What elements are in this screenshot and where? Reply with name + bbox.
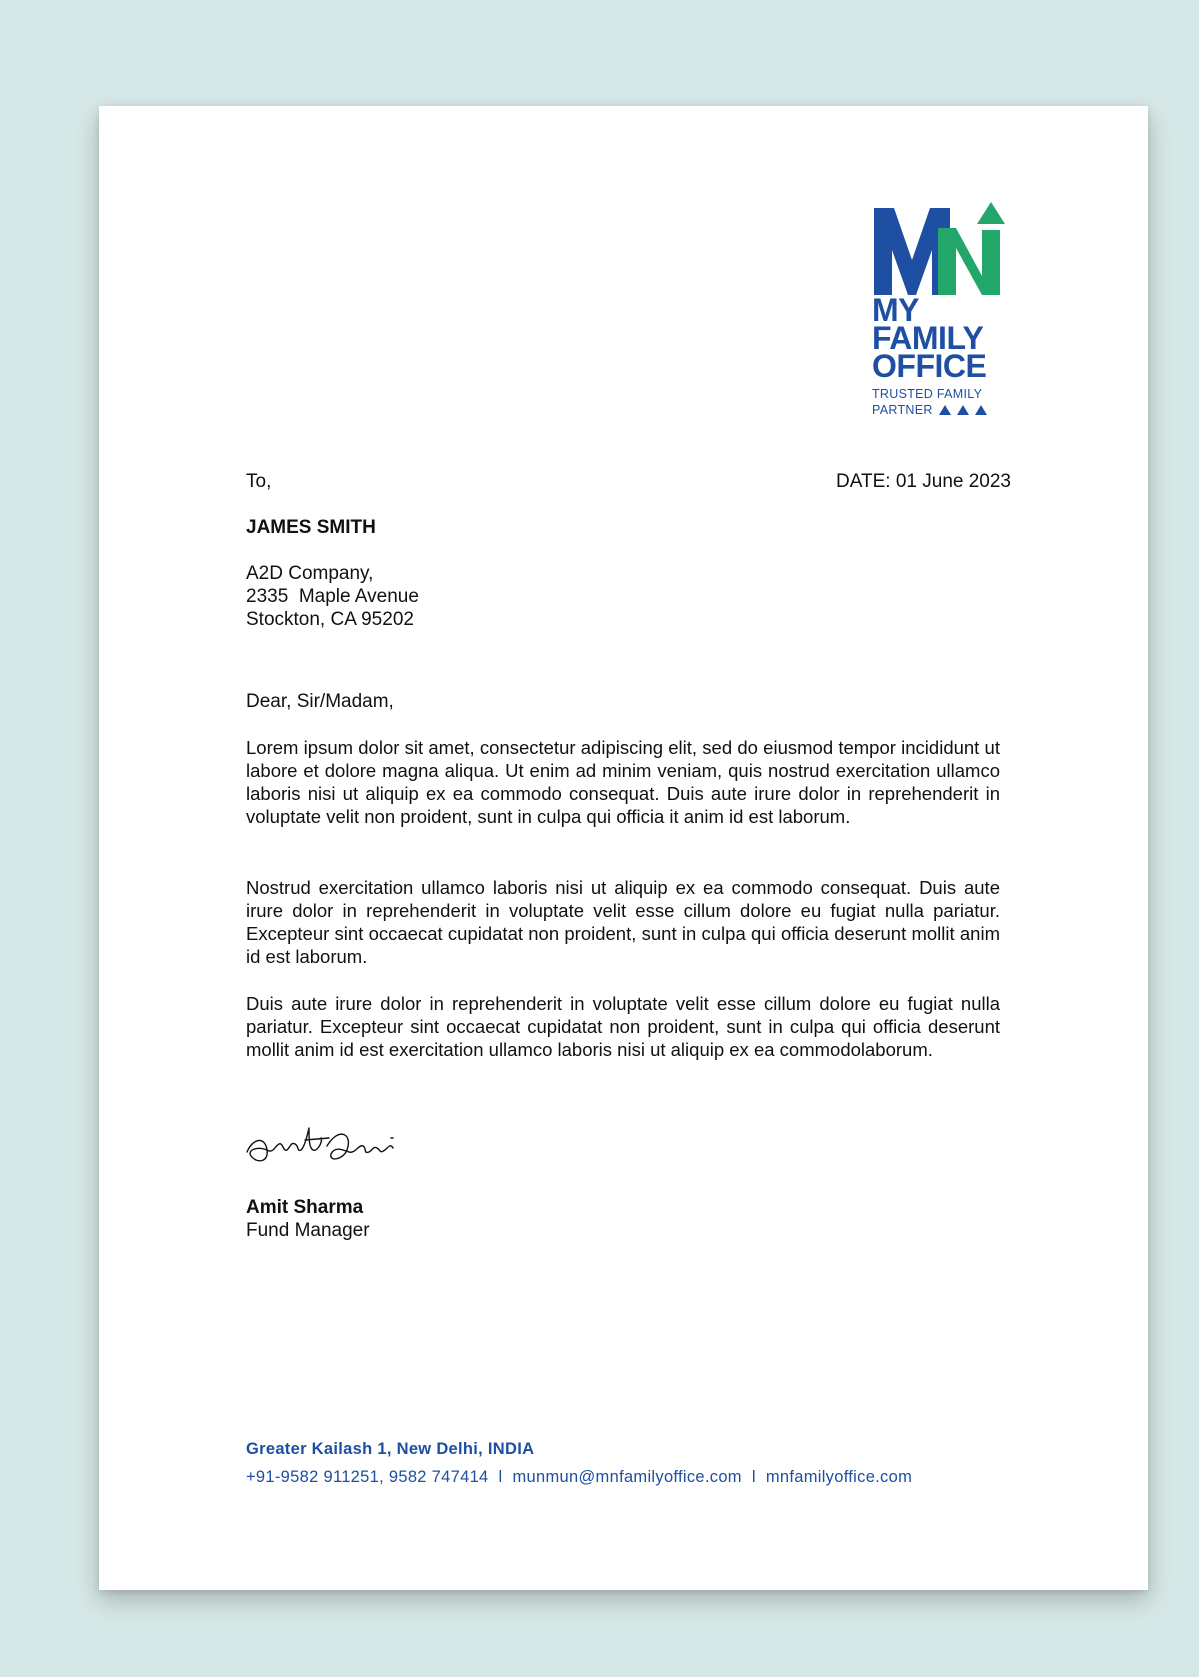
letterhead-page: [99, 106, 1148, 1590]
to-label: To,: [246, 471, 272, 492]
address-line: Stockton, CA 95202: [246, 609, 414, 630]
logo-tagline-2-row: [872, 402, 987, 418]
logo-text-my: MY: [872, 292, 919, 328]
footer-website-link[interactable]: mnfamilyoffice.com: [765, 1468, 913, 1486]
logo-text-office: OFFICE: [872, 348, 987, 384]
footer-phone: +91-9582 911251, 9582 747414: [246, 1468, 489, 1486]
company-logo: [872, 198, 1012, 417]
recipient-address: [246, 562, 419, 631]
triangle-icon: [939, 405, 951, 415]
body-paragraph: Lorem ipsum dolor sit amet, consectetur adipiscing elit, sed do eiusmod tempor incididunt ut labore et dolore magna aliqua. Ut enim ad minim veniam, quis nostrud exercitation ullamco laboris nisi ut aliquip ex ea commodo consequat. Duis aute irure dolor in reprehenderit in voluptate velit non proident, sunt in culpa qui officia it anim id est laborum.: [246, 737, 1000, 827]
address-line: 2335 Maple Avenue: [246, 586, 419, 607]
handwritten-signature: [243, 1116, 413, 1176]
recipient-name: JAMES SMITH: [246, 517, 376, 538]
logo-tagline-2: PARTNER: [872, 403, 933, 417]
footer-separator: l: [498, 1468, 503, 1486]
footer-address: Greater Kailash 1, New Delhi, INDIA: [246, 1440, 535, 1458]
signer-title: Fund Manager: [246, 1220, 370, 1241]
body-paragraph: Duis aute irure dolor in reprehenderit in voluptate velit esse cillum dolore eu fugiat nulla pariatur. Excepteur sint occaecat cupidatat non proident, sunt in culpa qui officia deserunt mollit anim id est exercitation ullamco laboris nisi ut aliquip ex ea commodolaborum.: [246, 993, 1000, 1060]
footer-email-link[interactable]: munmun@mnfamilyoffice.com: [512, 1468, 742, 1486]
triangle-icon: [975, 405, 987, 415]
footer-separator: l: [751, 1468, 756, 1486]
signer-name: Amit Sharma: [246, 1197, 364, 1218]
body-paragraph: Nostrud exercitation ullamco laboris nisi ut aliquip ex ea commodo consequat. Duis aute irure dolor in reprehenderit in voluptate velit esse cillum dolore eu fugiat nulla pariatur. Excepteur sint occaecat cupidatat non proident, sunt in culpa qui officia deserunt mollit anim id est laborum.: [246, 877, 1000, 967]
salutation: Dear, Sir/Madam,: [246, 691, 394, 712]
triangle-icon: [957, 405, 969, 415]
address-line: A2D Company,: [246, 563, 374, 584]
logo-text-family: FAMILY: [872, 320, 984, 356]
footer-contact: [246, 1468, 912, 1487]
letter-date: DATE: 01 June 2023: [836, 471, 1011, 492]
mn-monogram-logo-icon: [872, 198, 1012, 298]
logo-tagline-1: TRUSTED FAMILY: [872, 387, 983, 401]
